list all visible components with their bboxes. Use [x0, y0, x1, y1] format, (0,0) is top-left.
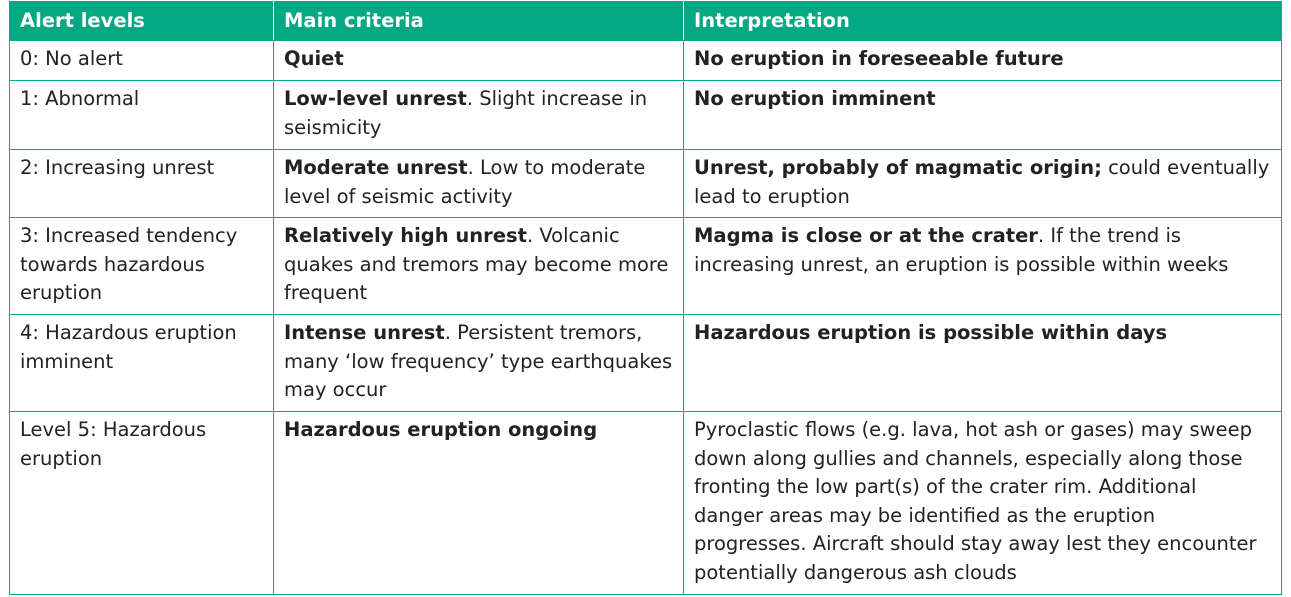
table-body [10, 41, 1282, 595]
header-main-criteria: Main criteria [274, 2, 684, 41]
interpretation-cell [684, 81, 1282, 150]
criteria-text: . Slight increase in seismicity [284, 87, 648, 139]
criteria-bold: Relatively high unrest [284, 224, 527, 247]
alert-levels-table [9, 1, 1282, 595]
alert-level-cell: 3: Increased tendency towards hazardous eruption [10, 218, 274, 315]
alert-level-cell: 1: Abnormal [10, 81, 274, 150]
interpretation-cell [684, 412, 1282, 595]
table-row [10, 41, 1282, 81]
alert-level-cell: 0: No alert [10, 41, 274, 81]
criteria-cell [274, 315, 684, 412]
header-row [10, 2, 1282, 41]
table-row [10, 218, 1282, 315]
interpretation-cell [684, 41, 1282, 81]
criteria-bold: Hazardous eruption ongoing [284, 418, 598, 441]
interpretation-bold: No eruption in foreseeable future [694, 47, 1064, 70]
alert-level-cell: 2: Increasing unrest [10, 150, 274, 218]
criteria-cell [274, 150, 684, 218]
criteria-cell [274, 81, 684, 150]
criteria-text: . Persistent tremors, many ‘low frequency’ type earthquakes may occur [284, 321, 673, 401]
interpretation-cell [684, 150, 1282, 218]
table-row [10, 150, 1282, 218]
alert-level-cell: 4: Hazardous eruption imminent [10, 315, 274, 412]
table-header [10, 2, 1282, 41]
header-alert-levels: Alert levels [10, 2, 274, 41]
interpretation-cell [684, 315, 1282, 412]
interpretation-bold: Unrest, probably of magmatic origin; [694, 156, 1102, 179]
interpretation-bold: Hazardous eruption is possible within days [694, 321, 1168, 344]
interpretation-cell [684, 218, 1282, 315]
criteria-bold: Intense unrest [284, 321, 445, 344]
table-row [10, 412, 1282, 595]
header-interpretation: Interpretation [684, 2, 1282, 41]
alert-level-cell: Level 5: Hazardous eruption [10, 412, 274, 595]
interpretation-text: could eventually lead to eruption [694, 156, 1270, 208]
interpretation-bold: Magma is close or at the crater [694, 224, 1038, 247]
table-row [10, 81, 1282, 150]
criteria-cell [274, 412, 684, 595]
interpretation-bold: No eruption imminent [694, 87, 936, 110]
criteria-bold: Quiet [284, 47, 344, 70]
interpretation-text: . If the trend is increasing unrest, an eruption is possible within weeks [694, 224, 1229, 276]
criteria-cell [274, 218, 684, 315]
criteria-bold: Low-level unrest [284, 87, 467, 110]
table-row [10, 315, 1282, 412]
criteria-text: . Low to moderate level of seismic activity [284, 156, 646, 208]
criteria-cell [274, 41, 684, 81]
criteria-text: . Volcanic quakes and tremors may become more frequent [284, 224, 669, 304]
interpretation-text: Pyroclastic flows (e.g. lava, hot ash or gases) may sweep down along gullies and channels, especially along those fronting the low part(s) of the crater rim. Additional danger areas may be identified as the eruption progresses. Aircraft should stay away lest they encounter potentially dangerous ash clouds [694, 418, 1257, 584]
criteria-bold: Moderate unrest [284, 156, 468, 179]
